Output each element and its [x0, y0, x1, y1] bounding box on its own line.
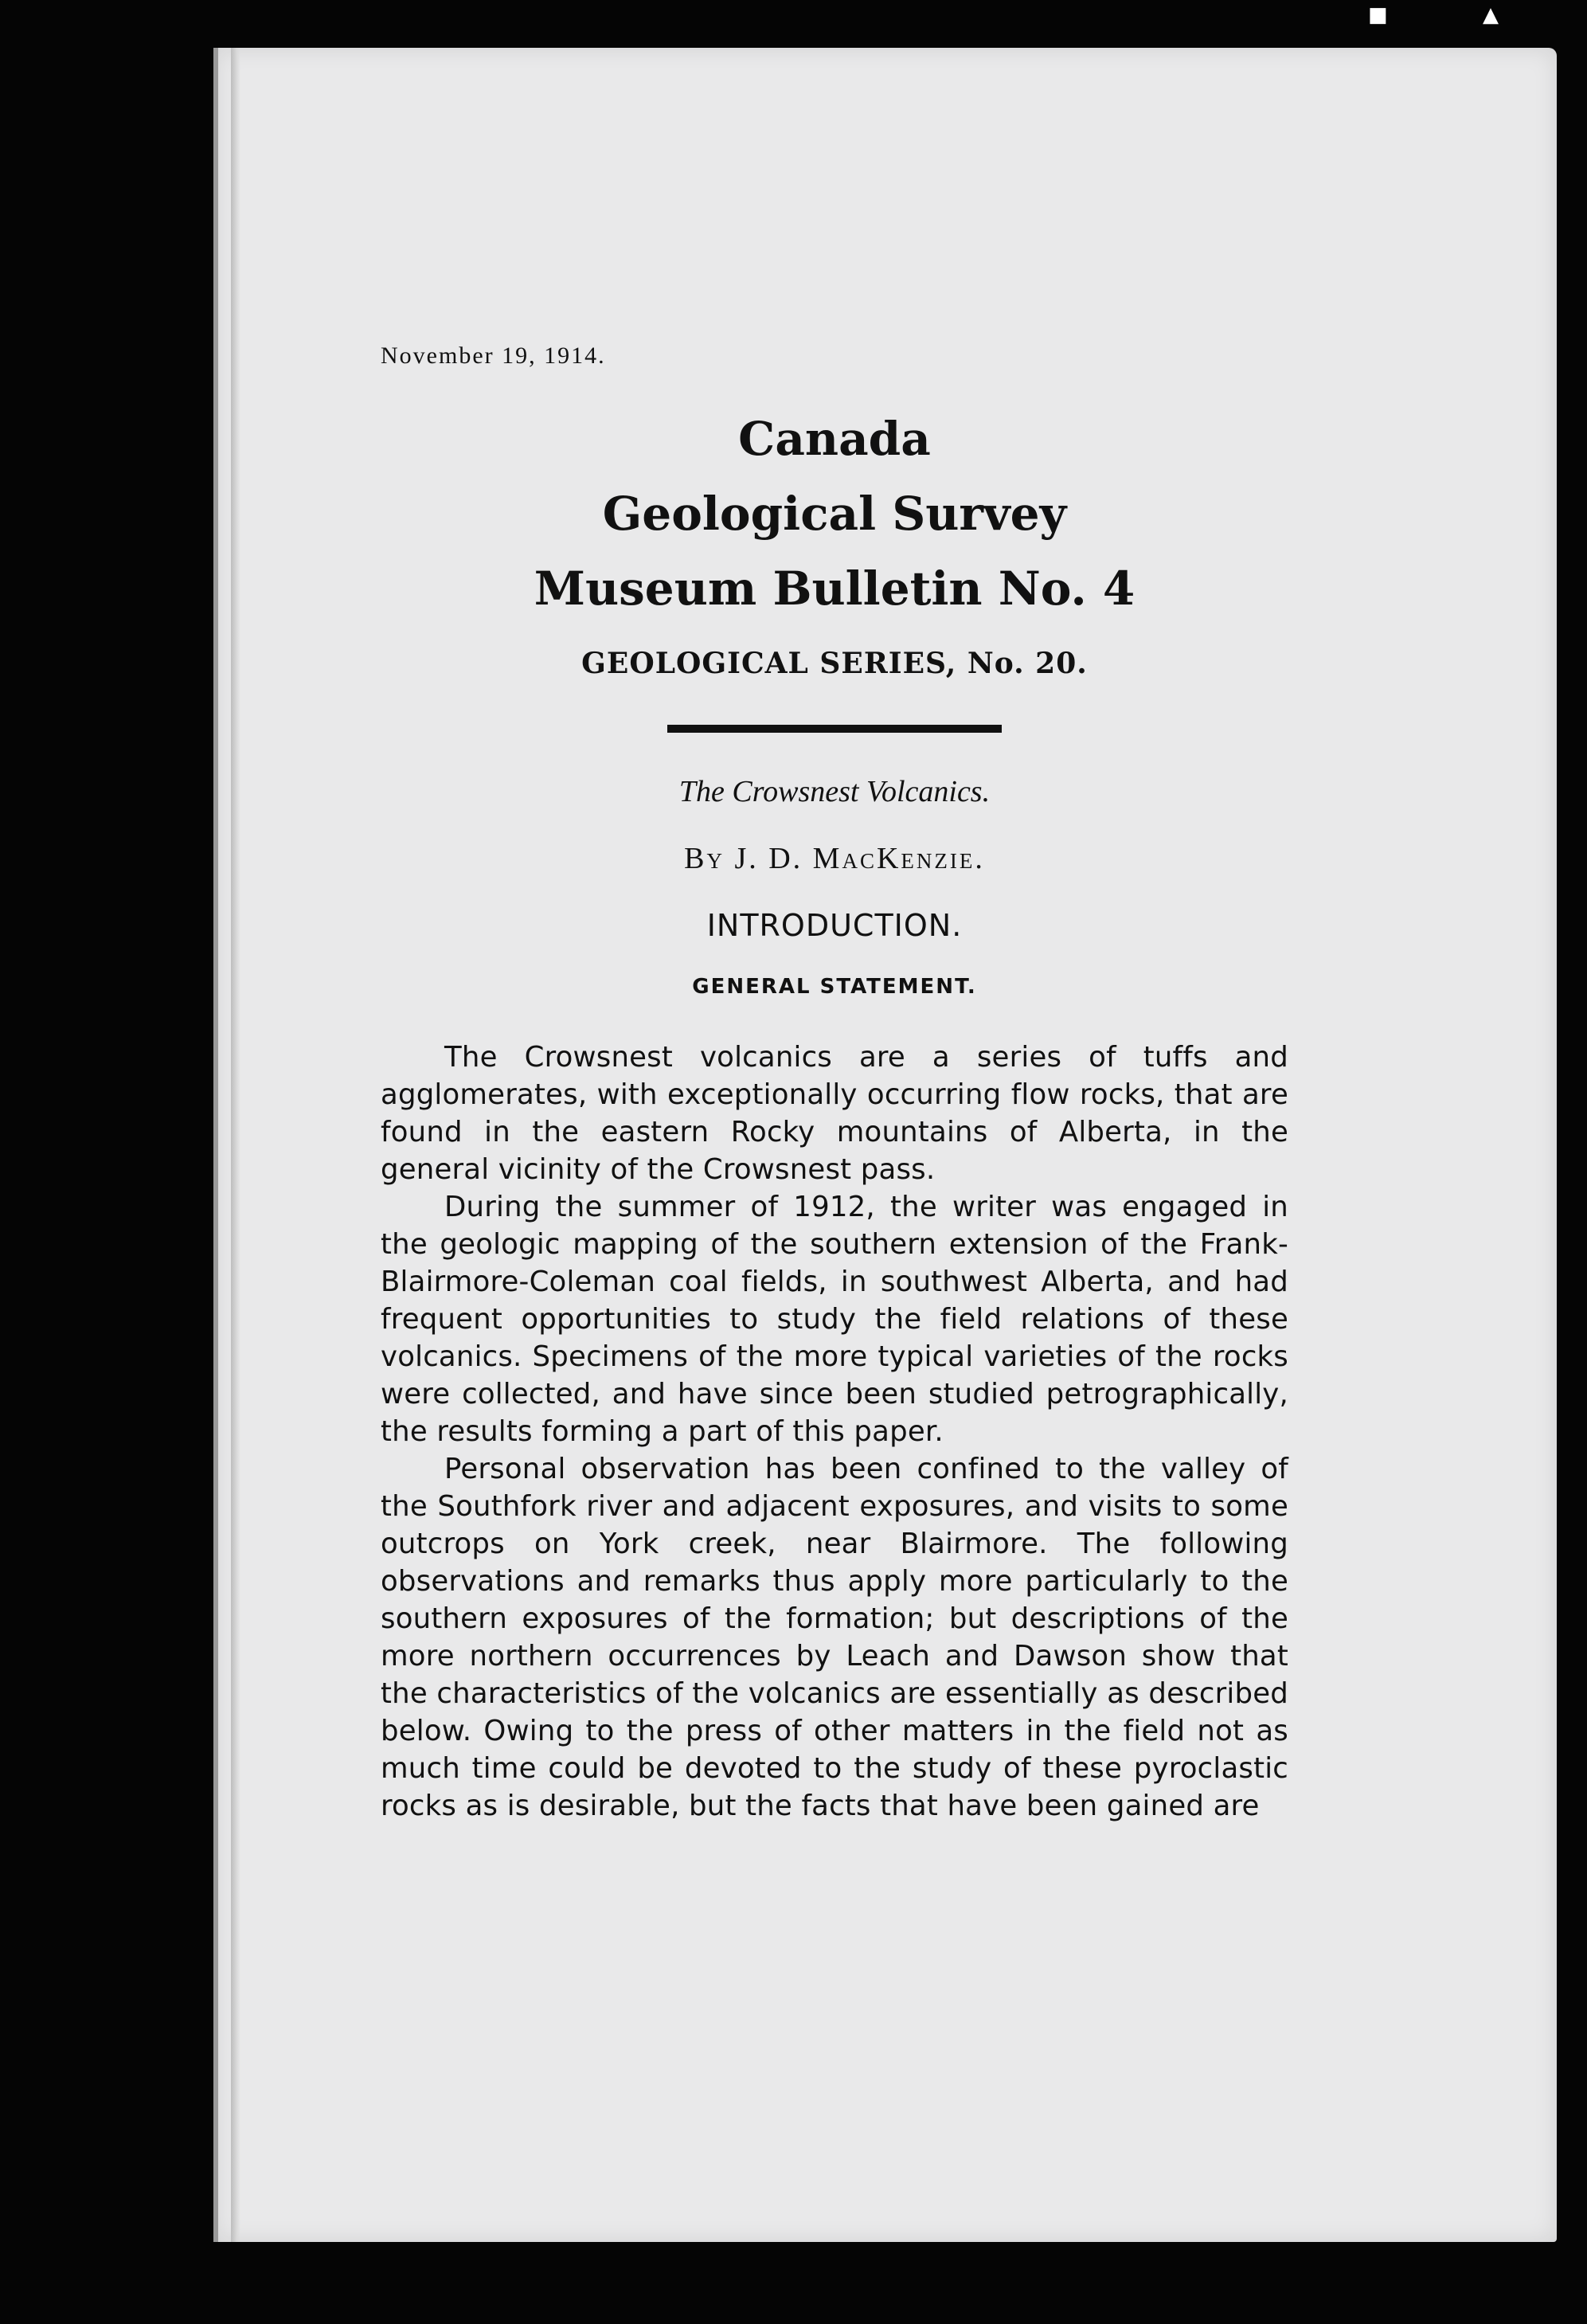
- paper-title: The Crowsnest Volcanics.: [678, 775, 991, 808]
- paragraph: During the summer of 1912, the writer was engaged in the geologic mapping of the southern extension of the Frank-Blairmore-Coleman coal fields, in southwest Alberta, and had frequent opportunities to study the field relations of these volcanics. Specimens of the more typical varieties of the rocks were collected, and have since been studied petrographically, the results forming a part of this paper.: [381, 1191, 1288, 1448]
- heading-bulletin: Museum Bulletin No. 4: [534, 561, 1136, 616]
- heading-agency: Geological Survey: [602, 487, 1067, 541]
- scan-mark: ■: [1368, 3, 1388, 27]
- chapter-heading: INTRODUCTION.: [706, 908, 963, 943]
- heading-country: Canada: [738, 412, 931, 466]
- document-content: [381, 342, 1288, 1825]
- body-text: [381, 1039, 1288, 1825]
- section-heading: GENERAL STATEMENT.: [692, 975, 977, 999]
- document-date: November 19, 1914.: [381, 342, 606, 369]
- divider-rule: [667, 725, 1002, 733]
- page-spine-shadow: [231, 48, 240, 2242]
- byline: By J. D. MacKenzie.: [684, 842, 985, 875]
- scan-mark: ▲: [1483, 3, 1499, 27]
- paragraph: The Crowsnest volcanics are a series of tuffs and agglomerates, with exceptionally occurring flow rocks, that are found in the eastern Rocky mountains of Alberta, in the general vicinity of the Crowsnest pass.: [381, 1041, 1288, 1186]
- paragraph: Personal observation has been confined to the valley of the Southfork river and adjacent exposures, and visits to some outcrops on York creek, near Blairmore. The following observations and remarks thus apply more particularly to the southern exposures of the formation; but descriptions of the more northern occurrences by Leach and Dawson show that the characteristics of the volcanics are essentially as described below. Owing to the press of other matters in the field not as much time could be devoted to the study of these pyroclastic rocks as is desirable, but the facts that have been gained are: [381, 1453, 1288, 1822]
- heading-series: GEOLOGICAL SERIES, No. 20.: [581, 647, 1088, 680]
- page-left-edge: [213, 48, 218, 2242]
